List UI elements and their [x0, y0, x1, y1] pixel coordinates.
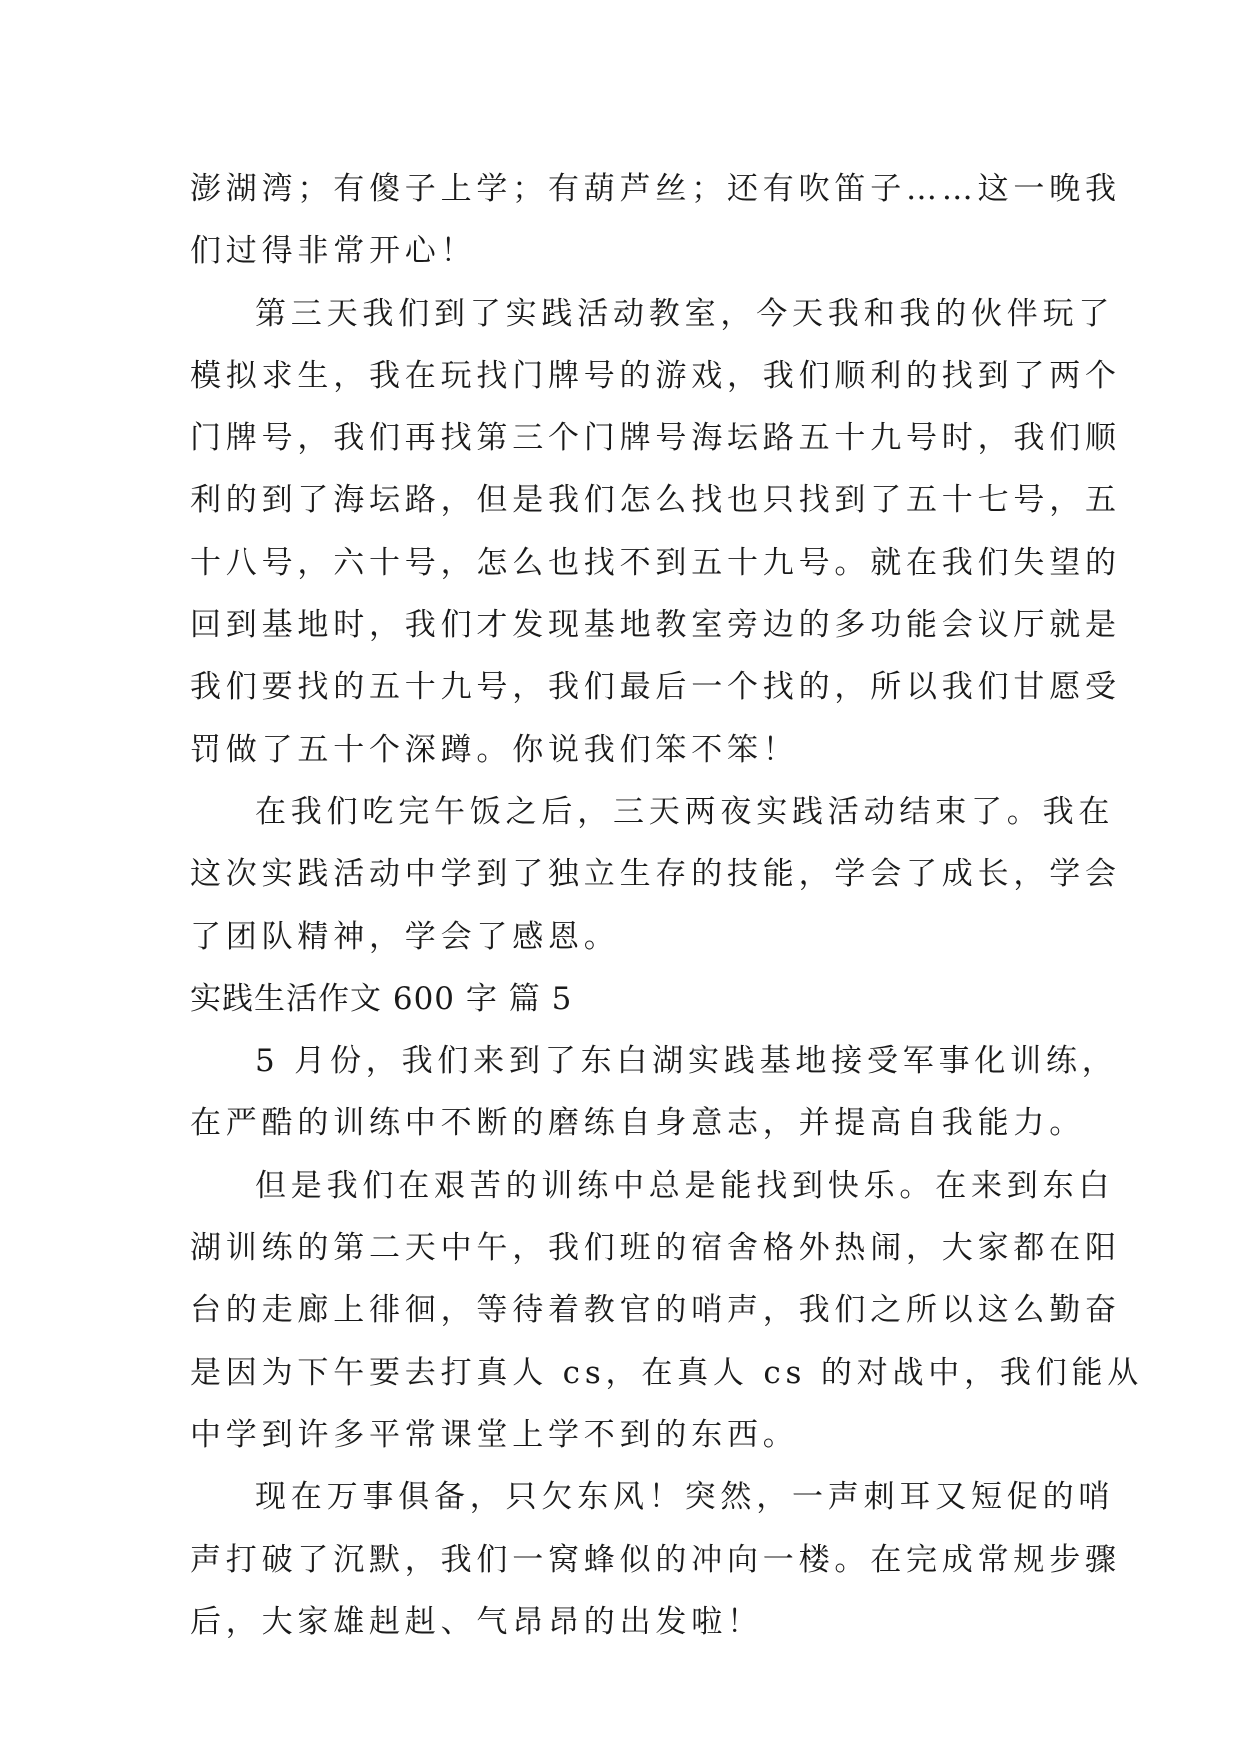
paragraph-first-line: 5 月份，我们来到了东白湖实践基地接受军事化训练，	[255, 1043, 1118, 1080]
text-line: 十八号，六十号，怎么也找不到五十九号。就在我们失望的	[190, 544, 1121, 581]
text-line: 我们要找的五十九号，我们最后一个找的，所以我们甘愿受	[190, 669, 1121, 706]
text-line: 台的走廊上徘徊，等待着教官的哨声，我们之所以这么勤奋	[190, 1292, 1121, 1329]
text-line: 湖训练的第二天中午，我们班的宿舍格外热闹，大家都在阳	[190, 1230, 1121, 1267]
paragraph-first-line: 但是我们在艰苦的训练中总是能找到快乐。在来到东白	[255, 1167, 1115, 1204]
text-line: 中学到许多平常课堂上学不到的东西。	[190, 1416, 799, 1453]
text-line: 声打破了沉默，我们一窝蜂似的冲向一楼。在完成常规步骤	[190, 1541, 1121, 1578]
section-heading: 实践生活作文 600 字 篇 5	[190, 980, 573, 1017]
text-line: 了团队精神，学会了感恩。	[190, 918, 620, 955]
text-line: 罚做了五十个深蹲。你说我们笨不笨！	[190, 731, 799, 768]
paragraph-first-line: 现在万事俱备，只欠东风！突然，一声刺耳又短促的哨	[255, 1479, 1115, 1516]
text-line: 是因为下午要去打真人 cs，在真人 cs 的对战中，我们能从	[190, 1354, 1144, 1391]
paragraph-first-line: 在我们吃完午饭之后，三天两夜实践活动结束了。我在	[255, 793, 1115, 830]
text-line: 利的到了海坛路，但是我们怎么找也只找到了五十七号，五	[190, 482, 1121, 519]
paragraph-first-line: 第三天我们到了实践活动教室，今天我和我的伙伴玩了	[255, 295, 1115, 332]
text-line: 们过得非常开心！	[190, 233, 477, 270]
text-line: 这次实践活动中学到了独立生存的技能，学会了成长，学会	[190, 856, 1121, 893]
document-body	[190, 158, 1144, 1653]
text-line: 模拟求生，我在玩找门牌号的游戏，我们顺利的找到了两个	[190, 357, 1121, 394]
text-line: 后，大家雄赳赳、气昂昂的出发啦！	[190, 1603, 763, 1640]
text-line: 澎湖湾；有傻子上学；有葫芦丝；还有吹笛子……这一晚我	[190, 171, 1121, 207]
text-line: 门牌号，我们再找第三个门牌号海坛路五十九号时，我们顺	[190, 420, 1121, 457]
text-line: 回到基地时，我们才发现基地教室旁边的多功能会议厅就是	[190, 607, 1121, 644]
text-line: 在严酷的训练中不断的磨练自身意志，并提高自我能力。	[190, 1105, 1085, 1142]
